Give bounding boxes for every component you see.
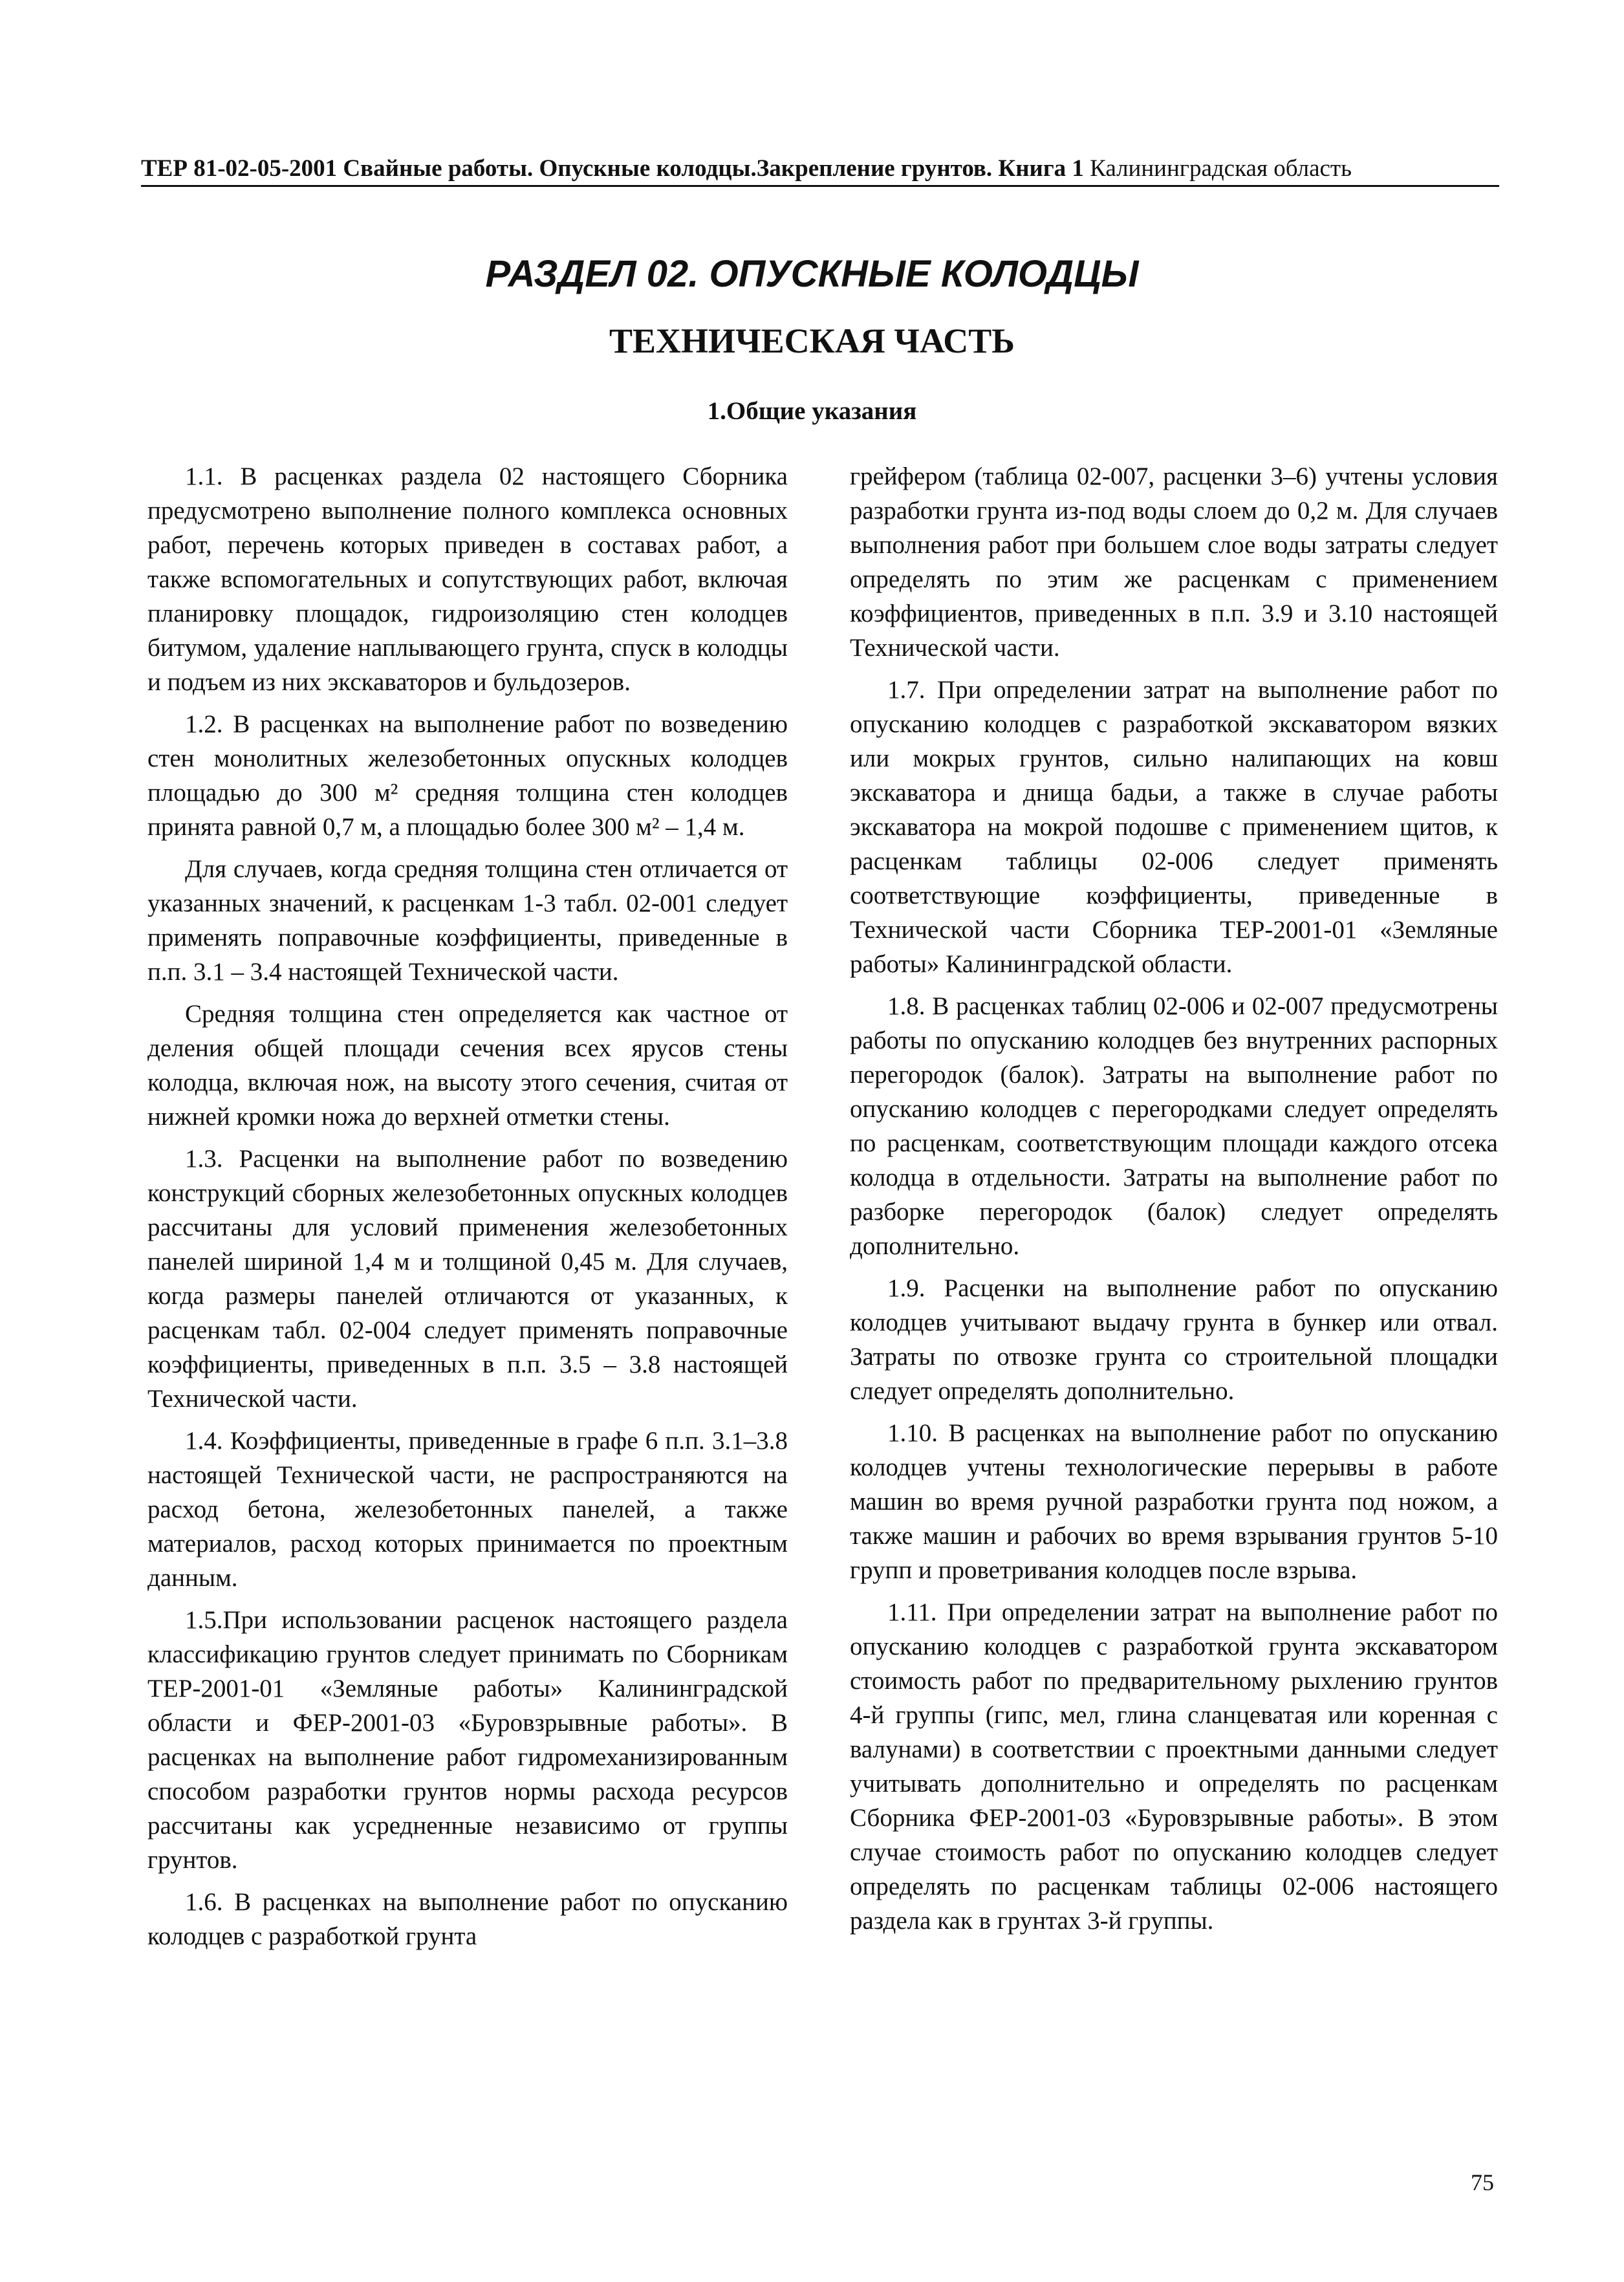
paragraph-1-9: 1.9. Расценки на выполнение работ по опусканию колодцев учитывают выдачу грунта в бункер или отвал. Затраты по отвозке грунта со строительной площадки следует определять дополнительно. — [850, 1274, 1498, 1405]
paragraph-1-10: 1.10. В расценках на выполнение работ по опусканию колодцев учтены технологические перерывы в работе машин во время ручной разработки грунта под ножом, а также машин и рабочих во время взрывания грунтов 5-10 групп и проветривания колодцев после взрыва. — [850, 1419, 1498, 1584]
paragraph-1-6: 1.6. В расценках на выполнение работ по опусканию колодцев с разработкой грунта — [147, 1888, 788, 1950]
paragraph-1-1: 1.1. В расценках раздела 02 настоящего Сборника предусмотрено выполнение полного комплекса основных работ, перечень которых приведен в составах работ, а также вспомогательных и сопутствующих работ, включая планировку площадок, гидроизоляцию стен колодцев битумом, удаление наплывающего грунта, спуск в колодцы и подъем из них экскаваторов и бульдозеров. — [147, 462, 788, 696]
left-column — [147, 459, 788, 1961]
running-header — [141, 154, 1497, 184]
header-document-title: ТЕР 81-02-05-2001 Свайные работы. Опускные колодцы.Закрепление грунтов. Книга 1 — [141, 155, 1084, 182]
paragraph-1-2: 1.2. В расценках на выполнение работ по возведению стен монолитных железобетонных опускных колодцев площадью до 300 м² средняя толщина стен колодцев принята равной 0,7 м, а площадью более 300 м² – 1,4 м. — [147, 710, 788, 841]
paragraph-1-3: 1.3. Расценки на выполнение работ по возведению конструкций сборных железобетонных опускных колодцев рассчитаны для условий применения железобетонных панелей шириной 1,4 м и толщиной 0,45 м. Для случаев, когда размеры панелей отличаются от указанных, к расценкам табл. 02-004 следует применять поправочные коэффициенты, приведенных в п.п. 3.5 – 3.8 настоящей Технической части. — [147, 1145, 788, 1413]
paragraph-1-5: 1.5.При использовании расценок настоящего раздела классификацию грунтов следует принимать по Сборникам ТЕР-2001-01 «Земляные работы» Калининградской области и ФЕР-2001-03 «Буровзрывные работы». В расценках на выполнение работ гидромеханизированным способом разработки грунтов нормы расхода ресурсов рассчитаны как усредненные независимо от группы грунтов. — [147, 1606, 788, 1874]
part-title: ТЕХНИЧЕСКАЯ ЧАСТЬ — [609, 321, 1015, 360]
page-number: 75 — [1471, 2169, 1494, 2195]
section-title: РАЗДЕЛ 02. ОПУСКНЫЕ КОЛОДЦЫ — [485, 253, 1139, 295]
paragraph-1-11: 1.11. При определении затрат на выполнение работ по опусканию колодцев с разработкой грунта экскаватором стоимость работ по предварительному рыхлению грунтов 4-й группы (гипс, мел, глина сланцеватая или коренная с валунами) в соответствии с проектными данными следует учитывать дополнительно и определять по расценкам Сборника ФЕР-2001-03 «Буровзрывные работы». В этом случае стоимость работ по опусканию колодцев следует определять по расценкам таблицы 02-006 настоящего раздела как в грунтах 3-й группы. — [850, 1598, 1498, 1935]
paragraph-1-6-continued: грейфером (таблица 02-007, расценки 3–6) учтены условия разработки грунта из-под воды слоем до 0,2 м. Для случаев выполнения работ при большем слое воды затраты следует определять по этим же расценкам с применением коэффициентов, приведенных в п.п. 3.9 и 3.10 настоящей Технической части. — [850, 462, 1498, 662]
paragraph-1-7: 1.7. При определении затрат на выполнение работ по опусканию колодцев с разработкой экскаватором вязких или мокрых грунтов, сильно налипающих на ковш экскаватора и днища бадьи, а также в случае работы экскаватора на мокрой подошве с применением щитов, к расценкам таблицы 02-006 следует применять соответствующие коэффициенты, приведенные в Технической части Сборника ТЕР-2001-01 «Земляные работы» Калининградской области. — [850, 676, 1498, 978]
paragraph-1-8: 1.8. В расценках таблиц 02-006 и 02-007 предусмотрены работы по опусканию колодцев без внутренних распорных перегородок (балок). Затраты на выполнение работ по опусканию колодцев с перегородками следует определять по расценкам, соответствующим площади каждого отсека колодца в отдельности. Затраты на выполнение работ по разборке перегородок (балок) следует определять дополнительно. — [850, 992, 1498, 1260]
header-region: Калининградская область — [1090, 155, 1352, 182]
header-rule — [141, 185, 1499, 187]
paragraph-1-2-thickness: Для случаев, когда средняя толщина стен отличается от указанных значений, к расценкам 1-3 табл. 02-001 следует применять поправочные коэффициенты, приведенные в п.п. 3.1 – 3.4 настоящей Технической части. — [147, 855, 788, 986]
paragraph-1-2-average: Средняя толщина стен определяется как частное от деления общей площади сечения всех ярусов стены колодца, включая нож, на высоту этого сечения, считая от нижней кромки ножа до верхней отметки стены. — [147, 1000, 788, 1131]
right-column — [850, 459, 1498, 1946]
paragraph-1-4: 1.4. Коэффициенты, приведенные в графе 6 п.п. 3.1–3.8 настоящей Технической части, не распространяются на расход бетона, железобетонных панелей, а также материалов, расход которых принимается по проектным данным. — [147, 1427, 788, 1592]
subsection-title: 1.Общие указания — [707, 397, 917, 425]
